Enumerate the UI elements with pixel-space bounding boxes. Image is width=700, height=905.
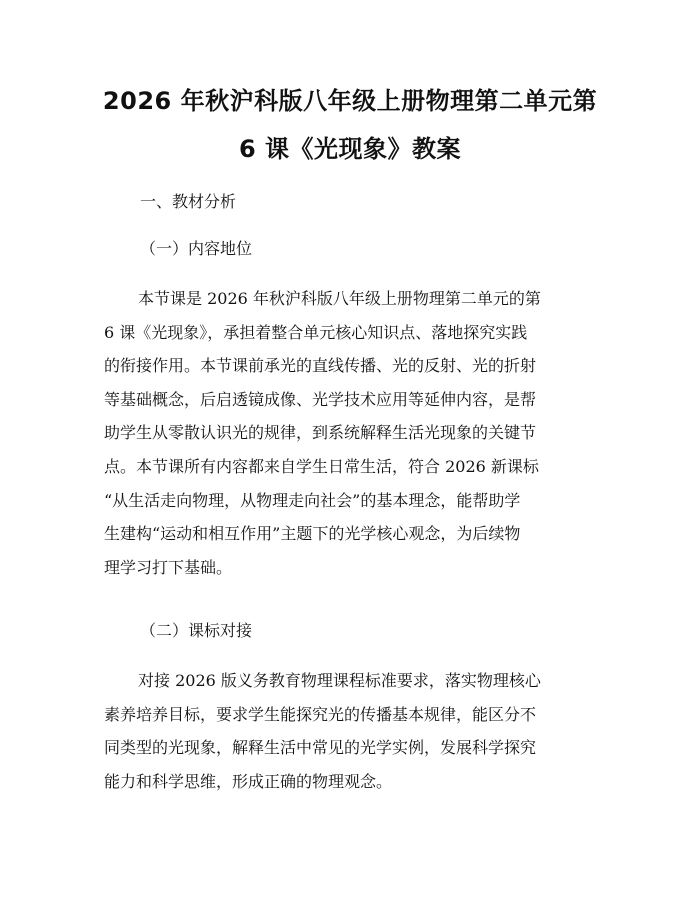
- document-title-line-1: 2026 年秋沪科版八年级上册物理第二单元第: [102, 87, 598, 115]
- paragraph-line: 理学习打下基础。: [104, 557, 233, 577]
- paragraph-line: 等基础概念，后启透镜成像、光学技术应用等延伸内容，是帮: [104, 389, 537, 409]
- paragraph-line: 点。本节课所有内容都来自学生日常生活，符合 2026 新课标: [104, 456, 539, 476]
- paragraph-curriculum-standard: [104, 664, 598, 798]
- section-heading-textbook-analysis: 一、教材分析: [140, 192, 237, 211]
- subsection-heading-curriculum-standard: （二）课标对接: [140, 621, 253, 640]
- paragraph-content-position: [104, 282, 598, 584]
- paragraph-line: “从生活走向物理，从物理走向社会”的基本理念，能帮助学: [104, 490, 521, 510]
- paragraph-line: 生建构“运动和相互作用”主题下的光学核心观念，为后续物: [104, 524, 521, 544]
- paragraph-line: 助学生从零散认识光的规律，到系统解释生活光现象的关键节: [104, 423, 537, 443]
- subsection-heading-content-position: （一）内容地位: [140, 239, 253, 258]
- paragraph-line: 的衔接作用。本节课前承光的直线传播、光的反射、光的折射: [104, 356, 537, 376]
- document-title-line-2: 6 课《光现象》教案: [238, 135, 462, 163]
- paragraph-line: 同类型的光现象，解释生活中常见的光学实例，发展科学探究: [104, 738, 537, 758]
- paragraph-line: 素养培养目标，要求学生能探究光的传播基本规律，能区分不: [104, 704, 537, 724]
- paragraph-line: 能力和科学思维，形成正确的物理观念。: [104, 771, 393, 791]
- paragraph-line: 6 课《光现象》，承担着整合单元核心知识点、落地探究实践: [104, 322, 528, 342]
- paragraph-line: 本节课是 2026 年秋沪科版八年级上册物理第二单元的第: [138, 289, 541, 308]
- paragraph-line: 对接 2026 版义务教育物理课程标准要求，落实物理核心: [138, 671, 541, 690]
